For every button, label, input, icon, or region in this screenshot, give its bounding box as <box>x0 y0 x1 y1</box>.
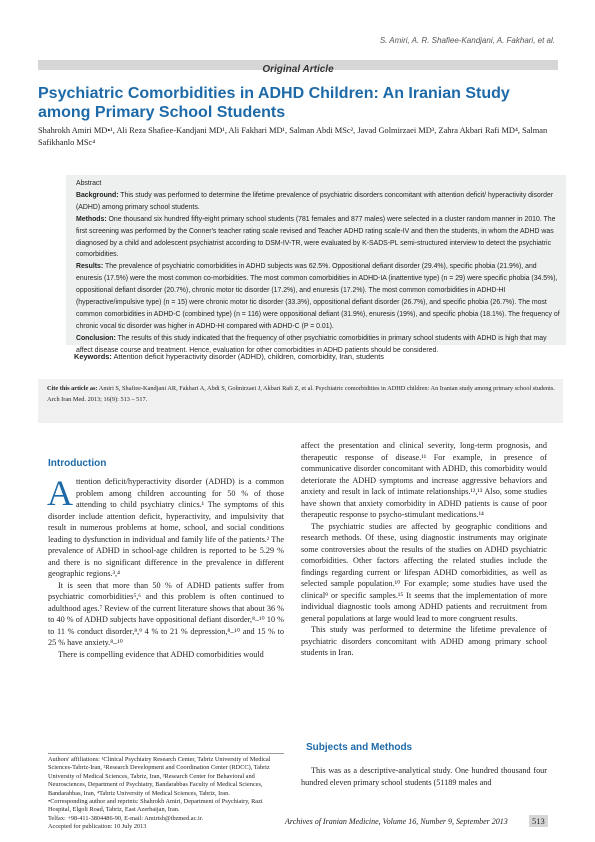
contact: Telfax: +98-411-3804486-90, E-mail: Amirish@tbzmed.ac.ir. <box>48 814 204 822</box>
article-title: Psychiatric Comorbidities in ADHD Children: An Iranian Study among Primary School Students <box>38 85 510 121</box>
methods-heading: Subjects and Methods <box>306 742 413 753</box>
cite-text: Amiri S, Shafiee-Kandjani AR, Fakhari A, Abdi S, Golmirzaei J, Akbari Rafi Z, et al. Psychiatric comorbidities in ADHD children: An Iranian study among primary school students. Arch Iran Med. 2013; 16(9): 513 – 517. <box>47 385 555 403</box>
affiliations <box>48 756 284 832</box>
introduction-heading: Introduction <box>48 458 107 469</box>
intro-paragraph-3: There is compelling evidence that ADHD comorbidities would <box>58 649 264 659</box>
results-text: The prevalence of psychiatric comorbidities in ADHD subjects was 62.5%. Oppositional defiant disorder (29.4%), specific phobia (21.9%), and enuresis (17.5%) were the most common co-morbidities. The most common comorbidities in ADHD-IA (inattentive type) (n = 29) were specific phobia (34.5%), oppositional defiant disorder (20.7%), chronic motor tic disorder (17.2%), and enuresis (17.2%). The most common comorbidities in ADHD-HI (hyperactive/impulsive type) (n = 15) were chronic motor tic disorder (33.3%), oppositional defiant disorder (26.7%), and specific phobia (26.7%). The most common comorbidities in ADHD-C (combined type) (n = 116) were oppositional defiant (31.9%), enuresis (19%), and specific phobia (18.1%). The frequency of chronic vocal tic disorder was higher in ADHD-HI compared with ADHD-C (P = 0.01). <box>76 263 560 330</box>
correspondence: •Corresponding author and reprints: Shahrokh Amiri, Department of Psychiatry, Razi Hospital, Elgoli Road, Tabriz, East Azerbaijan, Iran. <box>48 798 263 814</box>
right-paragraph-2: The psychiatric studies are affected by geographic conditions and research methods. Of these, using diagnostic instruments may originate some controversies about the results of the studies on ADHD psychiatric comorbidities. Other factors affecting the related studies include the findings regarding current or lifespan ADHD comorbidities, as well as selected sample population.¹⁰ For example; some studies have used the clinical⁹ or specific samples.¹⁵ It seems that the implementation of more individual diagnostic tools among ADHD patients and recruitment from general populations at large would lead to more congruent results. <box>301 521 547 623</box>
running-head: S. Amiri, A. R. Shafiee-Kandjani, A. Fakhari, et al. <box>379 36 555 45</box>
keywords <box>66 346 566 368</box>
methods-paragraph-1: This was as a descriptive-analytical study. One hundred thousand four hundred eleven primary school students (51189 males and <box>301 766 547 787</box>
affiliation-rule <box>48 753 284 754</box>
left-column <box>47 473 284 660</box>
citation <box>47 384 557 405</box>
drop-cap: A <box>47 473 73 513</box>
results-label: Results: <box>76 263 104 271</box>
journal-footer: Archives of Iranian Medicine, Volume 16, Number 9, September 2013 <box>285 817 508 826</box>
keywords-text: Attention deficit hyperactivity disorder (ADHD), children, comorbidity, Iran, students <box>113 352 385 361</box>
keywords-label: Keywords: <box>74 352 112 361</box>
methods-label: Methods: <box>76 215 107 223</box>
page-number: 513 <box>529 815 548 827</box>
affiliations-text: Authors' affiliations: ¹Clinical Psychiatry Research Center, Tabriz University of Medical Sciences-Tabriz-Iran, ²Research Development and Coordination Center (RDCC), Tabriz University of Medical Sciences, Tabriz, Iran, ³Research Center for Behavioral and Neurosciences, Department of Psychiatry, Bandarabbas Faculty of Medical Sciences, Bandarabbas, Iran, ⁴Tabriz University of Medical Sciences, Tabriz, Iran. <box>48 756 271 797</box>
right-paragraph-1: affect the presentation and clinical severity, long-term prognosis, and therapeutic response of disease.¹¹ For example, in presence of communicative disorder concomitant with ADHD, this comorbidity would deteriorate the ADHD symptoms and increase aggressive behaviors and anxiety and result in lack of intimate relationships.¹²,¹³ Also, some studies have shown that anxiety comorbidity in ADHD patients is cause of poor therapeutic response to psycho-stimulant medications.¹⁴ <box>301 441 547 519</box>
background-text: This study was performed to determine the lifetime prevalence of psychiatric disorders concomitant with attention deficit/ hyperactivity disorder (ADHD) among primary school students. <box>76 191 554 211</box>
article-type: Original Article <box>262 64 334 75</box>
cite-label: Cite this article as: <box>47 385 98 392</box>
accepted-date: Accepted for publication: 10 July 2013 <box>48 823 147 831</box>
conclusion-label: Conclusion: <box>76 334 116 342</box>
abstract-label: Abstract <box>76 180 102 187</box>
right-paragraph-3: This study was performed to determine the lifetime prevalence of psychiatric disorders concomitant with ADHD among primary school students in Iran. <box>301 625 547 657</box>
intro-paragraph-1: ttention deficit/hyperactivity disorder (ADHD) is a common problem among children accounting for 50 % of those attending to child psychiatry clinics.¹ The symptoms of this disorder include attention deficit, hyperactivity, and impulsivity that result in numerous problems at home, school, and social conditions leading to dysfunction in individual and family life of the patients.² The prevalence of ADHD in school-age children is reported to be 5.29 % and there is no significant difference in the prevalence in different geographic regions.³,⁴ <box>48 477 284 578</box>
authors: Shahrokh Amiri MD•¹, Ali Reza Shafiee-Kandjani MD¹, Ali Fakhari MD¹, Salman Abdi MSc², Javad Golmirzaei MD³, Zahra Akbari Rafi MD⁴, Salman Safikhanlo MSc⁴ <box>38 126 548 147</box>
conclusion-text: The results of this study indicated that the frequency of other psychiatric comorbidities in primary school students with ADHD is high that may affect disease course and treatment. Hence, evaluation for other comorbidities in ADHD patients should be considered. <box>76 334 547 354</box>
right-column <box>301 440 547 659</box>
intro-paragraph-2: It is seen that more than 50 % of ADHD patients suffer from psychiatric comorbidities⁵,⁶ and this problem is often continued to adulthood ages.⁷ Review of the current literature shows that about 36 % to 40 % of ADHD subjects have oppositional defiant disorder,⁸–¹⁰ 10 % to 11 % conduct disorder,⁸,⁹ 4 % to 21 % depression,⁸–¹⁰ and 15 % to 25 % have anxiety.⁸–¹⁰ <box>48 580 284 647</box>
methods-column <box>301 765 547 788</box>
background-label: Background: <box>76 191 119 199</box>
methods-text: One thousand six hundred fifty-eight primary school students (781 females and 877 males) were selected in a cluster random manner in 2010. The first screening was performed by the Conner's teacher rating scale revised and Teacher ADHD rating scale-IV and then the students, in whom the ADHD was diagnosed by a child and adolescent psychiatrist according to DSM-IV-TR, were evaluated by K-SADS-PL semi-structured interview to detect the psychiatric comorbidities. <box>76 215 556 259</box>
abstract <box>76 178 560 357</box>
